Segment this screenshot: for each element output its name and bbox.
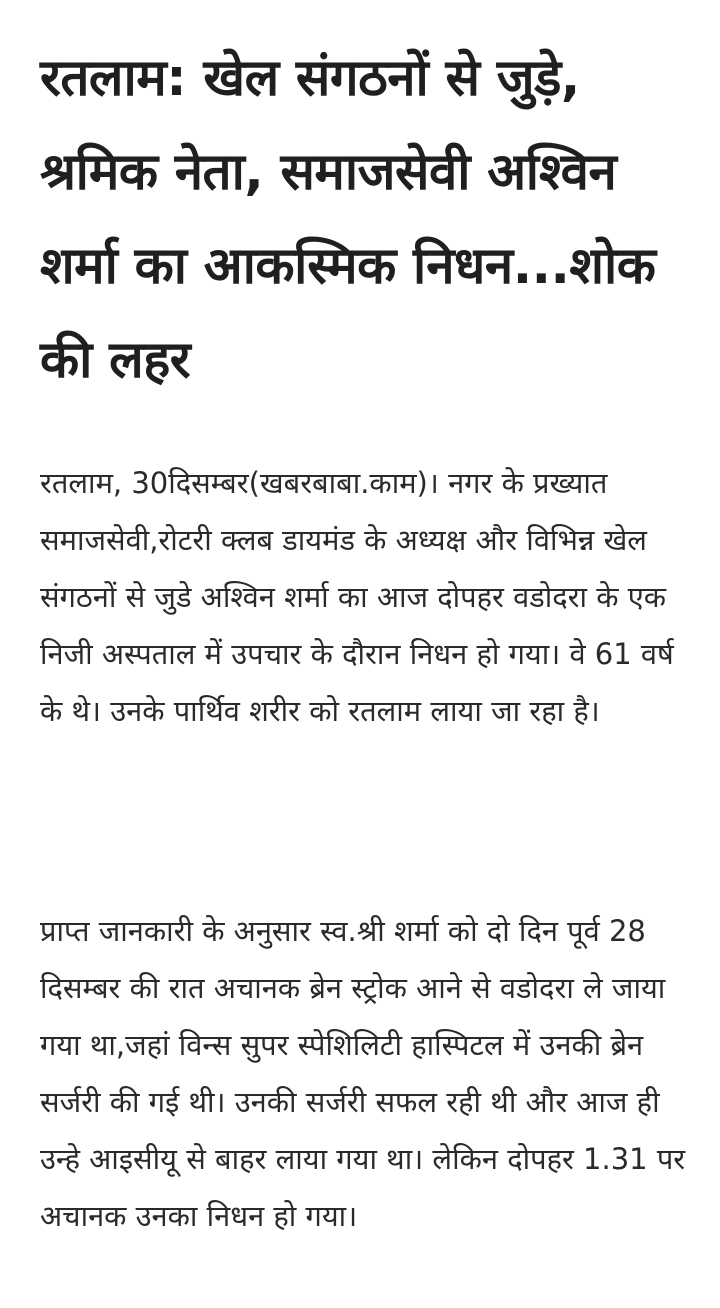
article-headline: रतलाम: खेल संगठनों से जुड़े, श्रमिक नेता, समाजसेवी अश्विन शर्मा का आकस्मिक निधन...शोक की लहर	[40, 49, 656, 390]
article-paragraph: रतलाम, 30दिसम्बर(खबरबाबा.काम)। नगर के प्रख्यात समाजसेवी,रोटरी क्लब डायमंड के अध्यक्ष और विभिन्न खेल संगठनों से जुडे अश्विन शर्मा का आज दोपहर वडोदरा के एक निजी अस्पताल में उपचार के दौरान निधन हो गया। वे 61 वर्ष के थे। उनके पार्थिव शरीर को रतलाम लाया जा रहा है।	[40, 466, 674, 728]
article-paragraph: प्राप्त जानकारी के अनुसार स्व.श्री शर्मा को दो दिन पूर्व 28 दिसम्बर की रात अचानक ब्रेन स्ट्रोक आने से वडोदरा ले जाया गया था,जहां विन्स सुपर स्पेशिलिटी हास्पिटल में उनकी ब्रेन सर्जरी की गई थी। उनकी सर्जरी सफल रही थी और आज ही उन्हे आइसीयू से बाहर लाया गया था। लेकिन दोपहर 1.31 पर अचानक उनका निधन हो गया।	[40, 914, 686, 1233]
article	[40, 32, 690, 1233]
